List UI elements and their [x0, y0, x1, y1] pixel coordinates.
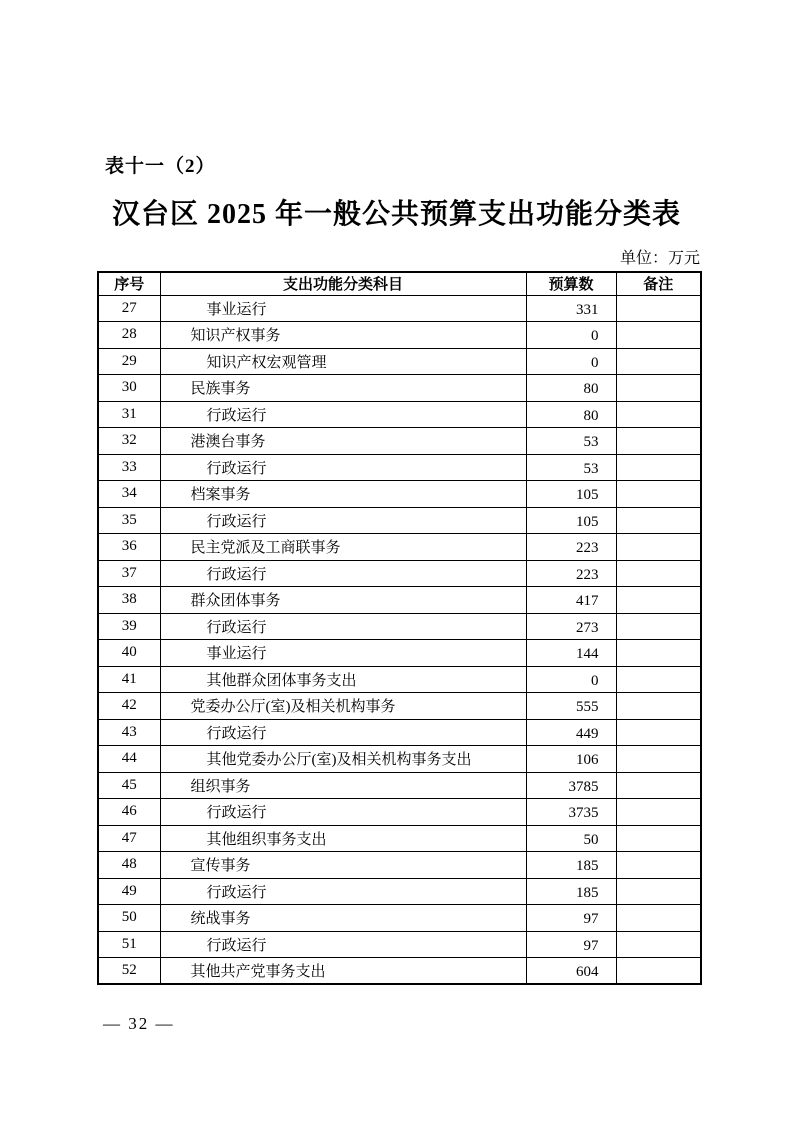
row-budget: 144 [526, 640, 616, 667]
row-budget: 331 [526, 295, 616, 322]
row-subject: 港澳台事务 [160, 428, 526, 455]
row-budget: 273 [526, 613, 616, 640]
row-seq-no: 45 [98, 772, 160, 799]
row-subject: 事业运行 [160, 640, 526, 667]
row-subject: 行政运行 [160, 931, 526, 958]
row-seq-no: 46 [98, 799, 160, 826]
row-budget: 3785 [526, 772, 616, 799]
row-subject: 其他群众团体事务支出 [160, 666, 526, 693]
row-subject: 事业运行 [160, 295, 526, 322]
row-budget: 105 [526, 481, 616, 508]
row-budget: 53 [526, 428, 616, 455]
row-seq-no: 51 [98, 931, 160, 958]
row-budget: 106 [526, 746, 616, 773]
header-budget: 预算数 [526, 272, 616, 295]
row-remark [616, 693, 701, 720]
row-budget: 449 [526, 719, 616, 746]
row-seq-no: 48 [98, 852, 160, 879]
table-row [98, 931, 701, 958]
row-remark [616, 428, 701, 455]
row-budget: 50 [526, 825, 616, 852]
row-seq-no: 34 [98, 481, 160, 508]
row-budget: 97 [526, 905, 616, 932]
row-subject: 其他党委办公厅(室)及相关机构事务支出 [160, 746, 526, 773]
table-number-label: 表十一（2） [105, 156, 216, 177]
row-budget: 604 [526, 958, 616, 985]
table-row [98, 719, 701, 746]
row-budget: 53 [526, 454, 616, 481]
row-subject: 其他共产党事务支出 [160, 958, 526, 985]
table-row [98, 613, 701, 640]
table-body [98, 295, 701, 984]
row-remark [616, 825, 701, 852]
row-remark [616, 560, 701, 587]
row-budget: 3735 [526, 799, 616, 826]
table-row [98, 560, 701, 587]
row-budget: 80 [526, 401, 616, 428]
table-row [98, 481, 701, 508]
row-seq-no: 44 [98, 746, 160, 773]
row-seq-no: 38 [98, 587, 160, 614]
row-seq-no: 28 [98, 322, 160, 349]
row-budget: 0 [526, 666, 616, 693]
table-row [98, 454, 701, 481]
table-row [98, 507, 701, 534]
row-budget: 185 [526, 852, 616, 879]
row-remark [616, 640, 701, 667]
table-row [98, 799, 701, 826]
row-subject: 行政运行 [160, 507, 526, 534]
header-remark: 备注 [616, 272, 701, 295]
table-row [98, 428, 701, 455]
row-subject: 民族事务 [160, 375, 526, 402]
row-seq-no: 43 [98, 719, 160, 746]
row-remark [616, 507, 701, 534]
row-seq-no: 49 [98, 878, 160, 905]
row-remark [616, 587, 701, 614]
row-remark [616, 772, 701, 799]
row-remark [616, 481, 701, 508]
row-seq-no: 41 [98, 666, 160, 693]
row-remark [616, 348, 701, 375]
row-budget: 97 [526, 931, 616, 958]
row-subject: 民主党派及工商联事务 [160, 534, 526, 561]
row-remark [616, 401, 701, 428]
row-remark [616, 852, 701, 879]
row-subject: 知识产权宏观管理 [160, 348, 526, 375]
row-subject: 行政运行 [160, 719, 526, 746]
row-subject: 知识产权事务 [160, 322, 526, 349]
row-subject: 行政运行 [160, 878, 526, 905]
table-row [98, 746, 701, 773]
row-remark [616, 799, 701, 826]
page-title: 汉台区 2025 年一般公共预算支出功能分类表 [111, 199, 681, 230]
row-seq-no: 32 [98, 428, 160, 455]
row-remark [616, 958, 701, 985]
row-seq-no: 30 [98, 375, 160, 402]
table-row [98, 348, 701, 375]
row-remark [616, 375, 701, 402]
row-seq-no: 50 [98, 905, 160, 932]
row-remark [616, 534, 701, 561]
row-seq-no: 37 [98, 560, 160, 587]
row-seq-no: 36 [98, 534, 160, 561]
row-seq-no: 52 [98, 958, 160, 985]
row-seq-no: 29 [98, 348, 160, 375]
row-subject: 行政运行 [160, 454, 526, 481]
row-subject: 组织事务 [160, 772, 526, 799]
row-seq-no: 31 [98, 401, 160, 428]
row-subject: 群众团体事务 [160, 587, 526, 614]
row-remark [616, 666, 701, 693]
row-budget: 80 [526, 375, 616, 402]
table-row [98, 375, 701, 402]
row-remark [616, 931, 701, 958]
row-budget: 223 [526, 560, 616, 587]
row-subject: 行政运行 [160, 560, 526, 587]
row-remark [616, 905, 701, 932]
row-remark [616, 454, 701, 481]
table-row [98, 825, 701, 852]
table-row [98, 401, 701, 428]
row-budget: 0 [526, 348, 616, 375]
row-subject: 统战事务 [160, 905, 526, 932]
unit-note: 单位：万元 [619, 250, 700, 267]
budget-table [97, 271, 702, 985]
row-remark [616, 295, 701, 322]
table-row [98, 587, 701, 614]
row-subject: 行政运行 [160, 401, 526, 428]
table-row [98, 693, 701, 720]
table-row [98, 666, 701, 693]
row-seq-no: 47 [98, 825, 160, 852]
table-row [98, 958, 701, 985]
table-row [98, 322, 701, 349]
row-budget: 223 [526, 534, 616, 561]
row-remark [616, 746, 701, 773]
table-row [98, 878, 701, 905]
row-seq-no: 27 [98, 295, 160, 322]
row-seq-no: 35 [98, 507, 160, 534]
table-row [98, 852, 701, 879]
row-budget: 105 [526, 507, 616, 534]
header-seq-no: 序号 [98, 272, 160, 295]
row-seq-no: 39 [98, 613, 160, 640]
row-subject: 行政运行 [160, 613, 526, 640]
row-budget: 555 [526, 693, 616, 720]
row-budget: 0 [526, 322, 616, 349]
row-budget: 185 [526, 878, 616, 905]
table-header-row [98, 272, 701, 295]
row-budget: 417 [526, 587, 616, 614]
header-subject: 支出功能分类科目 [160, 272, 526, 295]
row-subject: 宣传事务 [160, 852, 526, 879]
row-remark [616, 613, 701, 640]
row-remark [616, 322, 701, 349]
table-row [98, 640, 701, 667]
table-row [98, 772, 701, 799]
row-subject: 党委办公厅(室)及相关机构事务 [160, 693, 526, 720]
table-row [98, 295, 701, 322]
row-seq-no: 42 [98, 693, 160, 720]
page-number: — 32 — [103, 1014, 175, 1033]
row-seq-no: 40 [98, 640, 160, 667]
row-subject: 档案事务 [160, 481, 526, 508]
row-subject: 行政运行 [160, 799, 526, 826]
table-row [98, 534, 701, 561]
row-remark [616, 878, 701, 905]
row-remark [616, 719, 701, 746]
row-subject: 其他组织事务支出 [160, 825, 526, 852]
table-row [98, 905, 701, 932]
row-seq-no: 33 [98, 454, 160, 481]
